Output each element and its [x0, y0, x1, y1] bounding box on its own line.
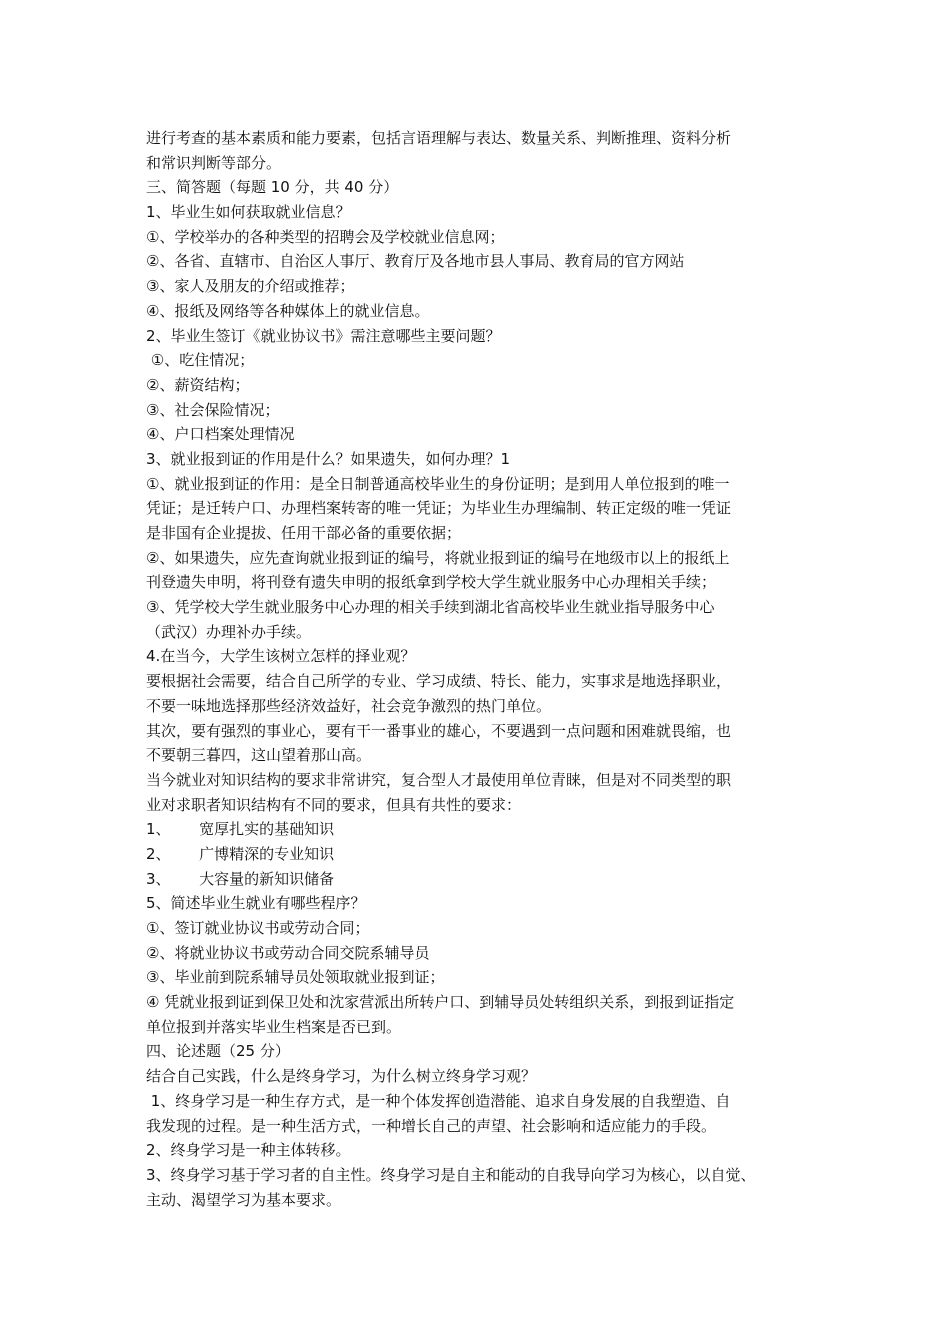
text-line: 不要一味地选择那些经济效益好，社会竞争激烈的热门单位。 [146, 696, 552, 715]
list-item: 3、 大容量的新知识储备 [146, 869, 335, 888]
text-line: ②、如果遗失，应先查询就业报到证的编号，将就业报到证的编号在地级市以上的报纸上 [146, 548, 730, 567]
text-line: 业对求职者知识结构有不同的要求，但具有共性的要求： [146, 795, 522, 814]
document-body [146, 126, 826, 1212]
text-line: ④ 凭就业报到证到保卫处和沈家营派出所转户口、到辅导员处转组织关系，到报到证指定 [146, 993, 735, 1012]
question-heading: 1、毕业生如何获取就业信息？ [146, 203, 351, 222]
question-heading: 5、简述毕业生就业有哪些程序？ [146, 894, 366, 913]
text-line: 主动、渴望学习为基本要求。 [146, 1190, 342, 1209]
text-line: 我发现的过程。是一种生活方式，一种增长自己的声望、社会影响和适应能力的手段。 [146, 1116, 717, 1135]
text-line: 不要朝三暮四，这山望着那山高。 [146, 746, 372, 765]
text-line: ①、就业报到证的作用：是全日制普通高校毕业生的身份证明；是到用人单位报到的唯一 [146, 474, 730, 493]
text-line: 进行考查的基本素质和能力要素，包括言语理解与表达、数量关系、判断推理、资料分析 [146, 129, 732, 147]
text-line: 要根据社会需要，结合自己所学的专业、学习成绩、特长、能力，实事求是地选择职业， [146, 672, 732, 691]
question-heading: 4.在当今，大学生该树立怎样的择业观？ [146, 647, 416, 666]
question-heading: 2、毕业生签订《就业协议书》需注意哪些主要问题？ [146, 326, 501, 345]
text-line: ③、毕业前到院系辅导员处领取就业报到证； [146, 968, 445, 987]
text-line: 其次，要有强烈的事业心，要有干一番事业的雄心，不要遇到一点问题和困难就畏缩，也 [146, 721, 732, 740]
text-line: 当今就业对知识结构的要求非常讲究，复合型人才最使用单位青睐，但是对不同类型的职 [146, 770, 732, 789]
text-line: 凭证；是迁转户口、办理档案转寄的唯一凭证；为毕业生办理编制、转正定级的唯一凭证 [146, 499, 732, 518]
text-line: ①、签订就业协议书或劳动合同； [146, 919, 370, 937]
text-line: ③、家人及朋友的介绍或推荐； [146, 277, 355, 296]
text-line: 单位报到并落实毕业生档案是否已到。 [146, 1017, 402, 1036]
text-line: ②、将就业协议书或劳动合同交院系辅导员 [146, 943, 430, 962]
list-item: 2、 广博精深的专业知识 [146, 844, 335, 863]
text-line: ②、薪资结构； [146, 375, 250, 394]
question-heading: 3、就业报到证的作用是什么？如果遗失，如何办理？1 [146, 449, 511, 468]
text-line: （武汉）办理补办手续。 [146, 622, 312, 641]
text-line: 和常识判断等部分。 [146, 153, 282, 172]
section-heading: 四、论述题（25 分） [146, 1042, 290, 1061]
text-line: ①、学校举办的各种类型的招聘会及学校就业信息网； [146, 227, 505, 246]
text-line: ①、吃住情况； [146, 351, 255, 370]
question-heading: 结合自己实践，什么是终身学习，为什么树立终身学习观？ [146, 1067, 537, 1086]
text-line: 刊登遗失申明，将刊登有遗失申明的报纸拿到学校大学生就业服务中心办理相关手续； [146, 573, 717, 592]
text-line: ④、户口档案处理情况 [146, 425, 295, 444]
text-line: 是非国有企业提拔、任用干部必备的重要依据； [146, 524, 462, 542]
text-line: 1、终身学习是一种生存方式，是一种个体发挥创造潜能、追求自身发展的自我塑造、自 [146, 1091, 731, 1110]
section-heading: 三、简答题（每题 10 分，共 40 分） [146, 178, 399, 197]
list-item: 1、 宽厚扎实的基础知识 [146, 820, 335, 839]
text-line: ②、各省、直辖市、自治区人事厅、教育厅及各地市县人事局、教育局的官方网站 [146, 252, 685, 271]
text-line: 3、终身学习基于学习者的自主性。终身学习是自主和能动的自我导向学习为核心，以自觉、 [146, 1165, 756, 1184]
text-line: ④、报纸及网络等各种媒体上的就业信息。 [146, 301, 430, 320]
text-line: ③、社会保险情况； [146, 400, 280, 419]
text-line: ③、凭学校大学生就业服务中心办理的相关手续到湖北省高校毕业生就业指导服务中心 [146, 598, 715, 617]
text-line: 2、终身学习是一种主体转移。 [146, 1141, 351, 1160]
